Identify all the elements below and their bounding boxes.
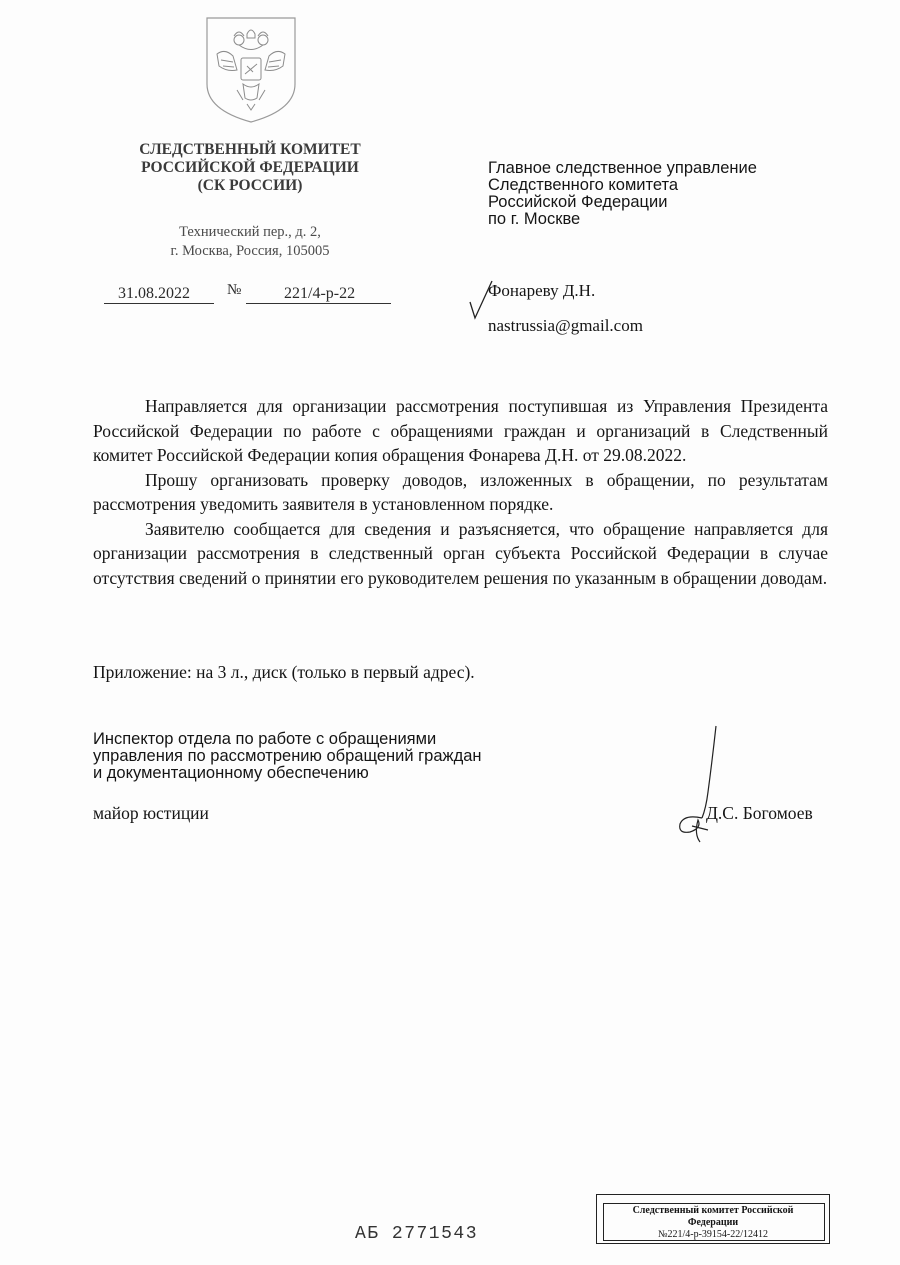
body-paragraph: Направляется для организации рассмотрения поступившая из Управления Президента Российской Федерации по работе с обращениями граждан и организаций в Следственный комитет Российской Федерации копия обращения Фонарева Д.Н. от 29.08.2022.: [93, 396, 828, 465]
registration-number: 221/4-р-22: [284, 285, 356, 302]
registration-line: [104, 282, 394, 305]
org-line: СЛЕДСТВЕННЫЙ КОМИТЕТ: [139, 141, 361, 158]
number-underline: [246, 303, 391, 304]
recipient-email: nastrussia@gmail.com: [488, 316, 643, 335]
stamp-line: №221/4-р-39154-22/12412: [657, 1229, 769, 1240]
position-line: и документационному обеспечению: [93, 764, 369, 782]
number-sign: №: [227, 282, 242, 298]
attachment-note: Приложение: на 3 л., диск (только в первый адрес).: [93, 662, 475, 682]
address-line: Технический пер., д. 2,: [179, 224, 321, 240]
stamp-line: Следственный комитет Российской: [632, 1205, 794, 1216]
recipient-line: Следственного комитета: [488, 176, 679, 194]
recipient-block: [488, 160, 848, 228]
body-paragraph: Прошу организовать проверку доводов, изложенных в обращении, по результатам рассмотрения уведомить заявителя в установленном порядке.: [93, 469, 828, 514]
position-line: управления по рассмотрению обращений граждан: [93, 747, 482, 765]
org-line: РОССИЙСКОЙ ФЕДЕРАЦИИ: [141, 159, 359, 176]
address-line: г. Москва, Россия, 105005: [170, 243, 330, 259]
organization-address: [100, 223, 400, 261]
letter-body: [93, 394, 828, 590]
signer-rank: майор юстиции: [93, 803, 209, 823]
signer-position: [93, 731, 573, 782]
stamp-line: Федерации: [687, 1217, 739, 1228]
handwritten-signature: [672, 722, 732, 852]
recipient-line: Главное следственное управление: [488, 159, 757, 177]
signer-name: Д.С. Богомоев: [706, 803, 813, 823]
registration-date: 31.08.2022: [118, 285, 190, 302]
recipient-line: Российской Федерации: [488, 193, 668, 211]
position-line: Инспектор отдела по работе с обращениями: [93, 730, 437, 748]
org-line: (СК РОССИИ): [197, 177, 303, 194]
recipient-line: по г. Москве: [488, 210, 581, 228]
organization-name: [100, 141, 400, 195]
date-underline: [104, 303, 214, 304]
body-paragraph: Заявителю сообщается для сведения и разъясняется, что обращение направляется для организации рассмотрения в следственный орган субъекта Российской Федерации в случае отсутствия сведений о принятии его руководителем решения по указанным в обращении доводам.: [93, 518, 828, 588]
recipient-person: Фонареву Д.Н.: [488, 281, 596, 300]
form-serial-number: АБ 2771543: [355, 1224, 479, 1244]
registration-stamp: [596, 1194, 830, 1244]
coat-of-arms-icon: [203, 14, 299, 126]
